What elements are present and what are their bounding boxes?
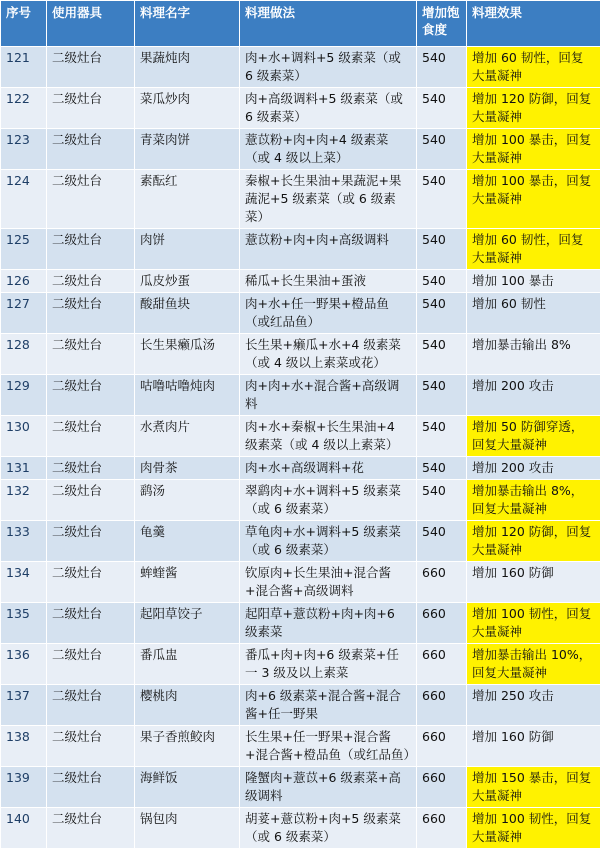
table-row (1, 521, 600, 562)
cell-satiety: 540 (417, 334, 467, 375)
cell-tool: 二级灶台 (47, 767, 135, 808)
cell-index: 140 (1, 808, 47, 849)
cell-satiety: 540 (417, 129, 467, 170)
cell-effect: 增加暴击输出 8%，回复大量凝神 (467, 480, 600, 521)
table-body (1, 47, 600, 849)
cell-name: 番瓜盅 (135, 644, 240, 685)
cell-method: 起阳草+薏苡粉+肉+肉+6 级素菜 (240, 603, 417, 644)
cell-index: 127 (1, 293, 47, 334)
table-row (1, 416, 600, 457)
cell-index: 139 (1, 767, 47, 808)
header-method: 料理做法 (240, 1, 417, 47)
cell-name: 瓜皮炒蛋 (135, 270, 240, 293)
cell-index: 124 (1, 170, 47, 229)
cell-tool: 二级灶台 (47, 726, 135, 767)
table-row (1, 334, 600, 375)
cell-satiety: 540 (417, 229, 467, 270)
cell-effect: 增加 100 韧性，回复大量凝神 (467, 603, 600, 644)
cell-method: 肉+水+秦椒+长生果油+4 级素菜（或 4 级以上素菜） (240, 416, 417, 457)
cell-method: 薏苡粉+肉+肉+4 级素菜（或 4 级以上菜） (240, 129, 417, 170)
table-row (1, 229, 600, 270)
cell-effect: 增加 200 攻击 (467, 375, 600, 416)
cell-method: 肉+水+任一野果+橙品鱼（或红品鱼） (240, 293, 417, 334)
cell-effect: 增加 120 防御，回复大量凝神 (467, 88, 600, 129)
header-index: 序号 (1, 1, 47, 47)
cell-satiety: 540 (417, 47, 467, 88)
cell-name: 锅包肉 (135, 808, 240, 849)
cell-index: 129 (1, 375, 47, 416)
table-row (1, 480, 600, 521)
cell-index: 122 (1, 88, 47, 129)
cell-name: 龟羹 (135, 521, 240, 562)
cell-name: 菜瓜炒肉 (135, 88, 240, 129)
table-row (1, 603, 600, 644)
cell-name: 水煮肉片 (135, 416, 240, 457)
cell-effect: 增加 150 暴击，回复大量凝神 (467, 767, 600, 808)
cell-tool: 二级灶台 (47, 603, 135, 644)
table-row (1, 270, 600, 293)
cell-method: 草龟肉+水+调料+5 级素菜（或 6 级素菜） (240, 521, 417, 562)
cell-tool: 二级灶台 (47, 270, 135, 293)
cell-name: 鹞汤 (135, 480, 240, 521)
table-row (1, 726, 600, 767)
cell-satiety: 540 (417, 270, 467, 293)
cell-index: 135 (1, 603, 47, 644)
cell-satiety: 540 (417, 480, 467, 521)
cell-tool: 二级灶台 (47, 416, 135, 457)
cell-method: 钦原肉+长生果油+混合酱+混合酱+高级调料 (240, 562, 417, 603)
cell-satiety: 540 (417, 457, 467, 480)
cell-effect: 增加 100 韧性，回复大量凝神 (467, 808, 600, 849)
cell-index: 133 (1, 521, 47, 562)
table-row (1, 88, 600, 129)
cell-tool: 二级灶台 (47, 375, 135, 416)
cell-index: 132 (1, 480, 47, 521)
cell-effect: 增加 100 暴击，回复大量凝神 (467, 170, 600, 229)
cell-index: 125 (1, 229, 47, 270)
cell-index: 130 (1, 416, 47, 457)
cell-name: 咕噜咕噜炖肉 (135, 375, 240, 416)
cell-tool: 二级灶台 (47, 521, 135, 562)
cell-method: 稀瓜+长生果油+蛋液 (240, 270, 417, 293)
cell-tool: 二级灶台 (47, 457, 135, 480)
cell-index: 126 (1, 270, 47, 293)
cell-name: 肉饼 (135, 229, 240, 270)
cell-method: 长生果+任一野果+混合酱+混合酱+橙品鱼（或红品鱼） (240, 726, 417, 767)
cell-name: 蛑蝰酱 (135, 562, 240, 603)
table-row (1, 170, 600, 229)
cell-method: 胡荽+薏苡粉+肉+5 级素菜（或 6 级素菜） (240, 808, 417, 849)
cell-name: 肉骨茶 (135, 457, 240, 480)
cell-index: 121 (1, 47, 47, 88)
cell-method: 番瓜+肉+肉+6 级素菜+任一 3 级及以上素菜 (240, 644, 417, 685)
cell-method: 隆蟹肉+薏苡+6 级素菜+高级调料 (240, 767, 417, 808)
cell-name: 青菜肉饼 (135, 129, 240, 170)
cell-method: 秦椒+长生果油+果蔬泥+果蔬泥+5 级素菜（或 6 级素菜） (240, 170, 417, 229)
cell-method: 肉+6 级素菜+混合酱+混合酱+任一野果 (240, 685, 417, 726)
cell-index: 131 (1, 457, 47, 480)
cell-satiety: 660 (417, 726, 467, 767)
cell-name: 酸甜鱼块 (135, 293, 240, 334)
table-row (1, 808, 600, 849)
cell-satiety: 540 (417, 88, 467, 129)
cell-effect: 增加 160 防御 (467, 562, 600, 603)
table-row (1, 47, 600, 88)
header-effect: 料理效果 (467, 1, 600, 47)
cell-effect: 增加 200 攻击 (467, 457, 600, 480)
cell-index: 134 (1, 562, 47, 603)
cell-satiety: 540 (417, 375, 467, 416)
cell-method: 薏苡粉+肉+肉+高级调料 (240, 229, 417, 270)
cell-satiety: 660 (417, 562, 467, 603)
cell-tool: 二级灶台 (47, 129, 135, 170)
cell-name: 素酝红 (135, 170, 240, 229)
cell-name: 樱桃肉 (135, 685, 240, 726)
table-row (1, 685, 600, 726)
header-satiety: 增加饱食度 (417, 1, 467, 47)
cell-tool: 二级灶台 (47, 170, 135, 229)
cell-tool: 二级灶台 (47, 88, 135, 129)
table-row (1, 375, 600, 416)
cell-satiety: 540 (417, 170, 467, 229)
cell-tool: 二级灶台 (47, 480, 135, 521)
cell-method: 肉+水+调料+5 级素菜（或 6 级素菜） (240, 47, 417, 88)
cell-method: 长生果+癞瓜+水+4 级素菜（或 4 级以上素菜或花） (240, 334, 417, 375)
cell-name: 海鲜饭 (135, 767, 240, 808)
cell-name: 果蔬炖肉 (135, 47, 240, 88)
cell-effect: 增加 60 韧性 (467, 293, 600, 334)
cell-satiety: 540 (417, 521, 467, 562)
cell-effect: 增加 160 防御 (467, 726, 600, 767)
cell-effect: 增加 50 防御穿透，回复大量凝神 (467, 416, 600, 457)
cell-tool: 二级灶台 (47, 293, 135, 334)
table-row (1, 457, 600, 480)
cell-tool: 二级灶台 (47, 685, 135, 726)
cell-index: 123 (1, 129, 47, 170)
cell-satiety: 660 (417, 603, 467, 644)
cell-effect: 增加 60 韧性，回复大量凝神 (467, 229, 600, 270)
cell-effect: 增加 120 防御，回复大量凝神 (467, 521, 600, 562)
cell-satiety: 660 (417, 644, 467, 685)
cell-effect: 增加 100 暴击，回复大量凝神 (467, 129, 600, 170)
table-header (1, 1, 600, 47)
header-name: 料理名字 (135, 1, 240, 47)
table-row (1, 129, 600, 170)
cell-name: 起阳草饺子 (135, 603, 240, 644)
cell-effect: 增加 100 暴击 (467, 270, 600, 293)
cell-tool: 二级灶台 (47, 562, 135, 603)
cell-tool: 二级灶台 (47, 47, 135, 88)
cell-satiety: 540 (417, 293, 467, 334)
table-row (1, 293, 600, 334)
cell-name: 果子香煎鲛肉 (135, 726, 240, 767)
cell-effect: 增加暴击输出 8% (467, 334, 600, 375)
cell-method: 肉+肉+水+混合酱+高级调料 (240, 375, 417, 416)
table-row (1, 562, 600, 603)
cell-tool: 二级灶台 (47, 334, 135, 375)
cell-index: 137 (1, 685, 47, 726)
header-tool: 使用器具 (47, 1, 135, 47)
cell-effect: 增加 250 攻击 (467, 685, 600, 726)
cell-effect: 增加暴击输出 10%，回复大量凝神 (467, 644, 600, 685)
cell-index: 128 (1, 334, 47, 375)
table-row (1, 767, 600, 808)
cell-tool: 二级灶台 (47, 644, 135, 685)
cell-method: 肉+高级调料+5 级素菜（或 6 级素菜） (240, 88, 417, 129)
table-row (1, 644, 600, 685)
cell-satiety: 660 (417, 685, 467, 726)
cell-satiety: 660 (417, 767, 467, 808)
cell-index: 138 (1, 726, 47, 767)
cell-tool: 二级灶台 (47, 808, 135, 849)
cell-method: 肉+水+高级调料+花 (240, 457, 417, 480)
cell-tool: 二级灶台 (47, 229, 135, 270)
cell-satiety: 660 (417, 808, 467, 849)
cell-index: 136 (1, 644, 47, 685)
cell-name: 长生果癞瓜汤 (135, 334, 240, 375)
cell-method: 翠鹞肉+水+调料+5 级素菜（或 6 级素菜） (240, 480, 417, 521)
cell-effect: 增加 60 韧性，回复大量凝神 (467, 47, 600, 88)
cell-satiety: 540 (417, 416, 467, 457)
